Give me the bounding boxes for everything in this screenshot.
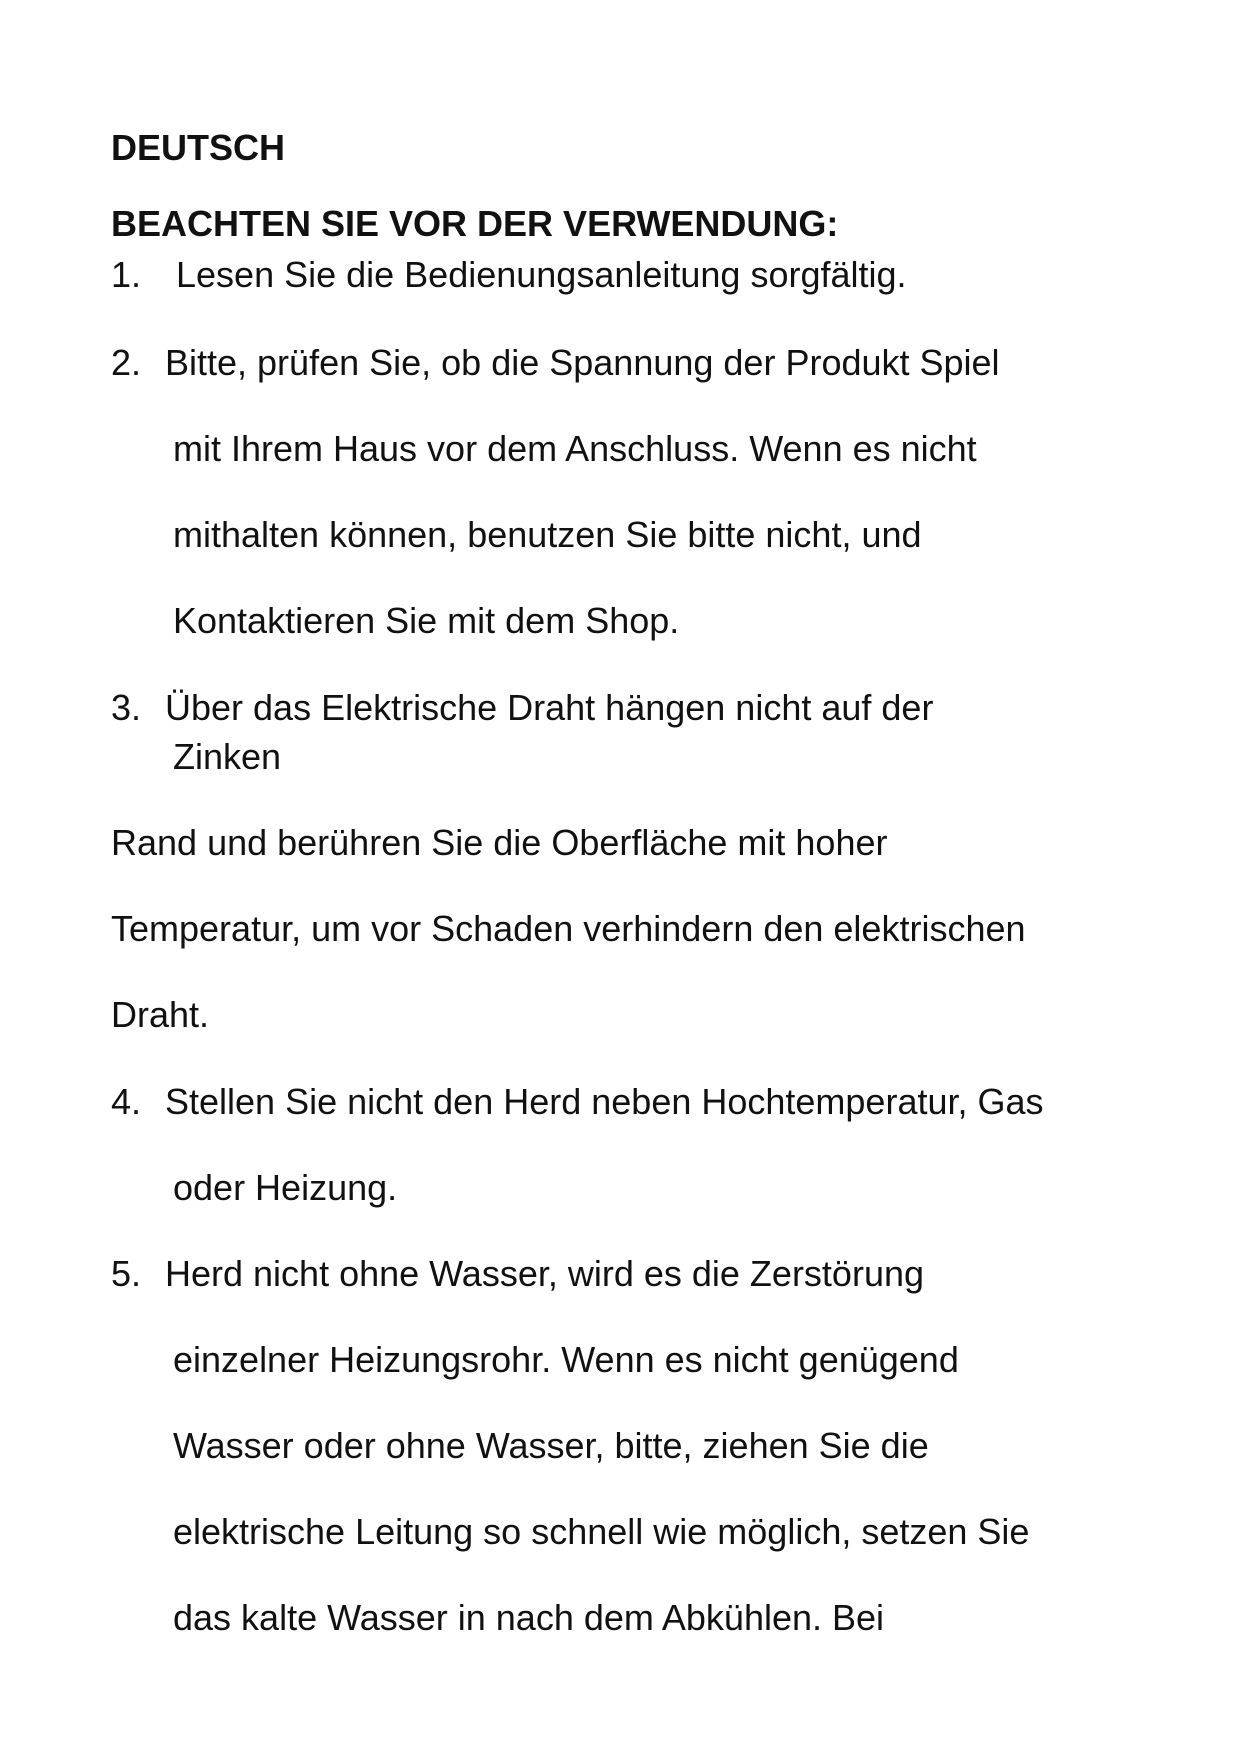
item-continuation-line: Temperatur, um vor Schaden verhindern den elektrischen: [111, 908, 1026, 949]
item-text-line: mithalten können, benutzen Sie bitte nicht, und: [173, 514, 922, 555]
item-text-line: mit Ihrem Haus vor dem Anschluss. Wenn es nicht: [173, 428, 977, 469]
item-continuation-line: Draht.: [111, 994, 210, 1035]
item-number: 2.: [111, 342, 142, 383]
item-text-line: Über das Elektrische Draht hängen nicht auf der: [165, 687, 934, 728]
item-text-line: Lesen Sie die Bedienungsanleitung sorgfältig.: [176, 254, 907, 295]
item-text-line: Bitte, prüfen Sie, ob die Spannung der Produkt Spiel: [165, 342, 1000, 383]
item-text-line: Stellen Sie nicht den Herd neben Hochtemperatur, Gas: [165, 1081, 1044, 1122]
language-heading: DEUTSCH: [111, 127, 286, 168]
item-text-line: das kalte Wasser in nach dem Abkühlen. Bei: [173, 1597, 885, 1638]
item-text-line: Kontaktieren Sie mit dem Shop.: [173, 600, 680, 641]
item-text-line: elektrische Leitung so schnell wie möglich, setzen Sie: [173, 1511, 1030, 1552]
item-number: 1.: [111, 254, 142, 295]
item-number: 5.: [111, 1253, 142, 1294]
section-title: BEACHTEN SIE VOR DER VERWENDUNG:: [111, 203, 839, 244]
item-text-line: Wasser oder ohne Wasser, bitte, ziehen Sie die: [173, 1425, 929, 1466]
item-number: 4.: [111, 1081, 142, 1122]
item-continuation-line: Rand und berühren Sie die Oberfläche mit hoher: [111, 822, 888, 863]
item-number: 3.: [111, 687, 142, 728]
item-text-line: Herd nicht ohne Wasser, wird es die Zerstörung: [165, 1253, 925, 1294]
item-text-line: oder Heizung.: [173, 1167, 398, 1208]
item-text-line: einzelner Heizungsrohr. Wenn es nicht genügend: [173, 1339, 959, 1380]
item-text-line: Zinken: [173, 736, 282, 777]
